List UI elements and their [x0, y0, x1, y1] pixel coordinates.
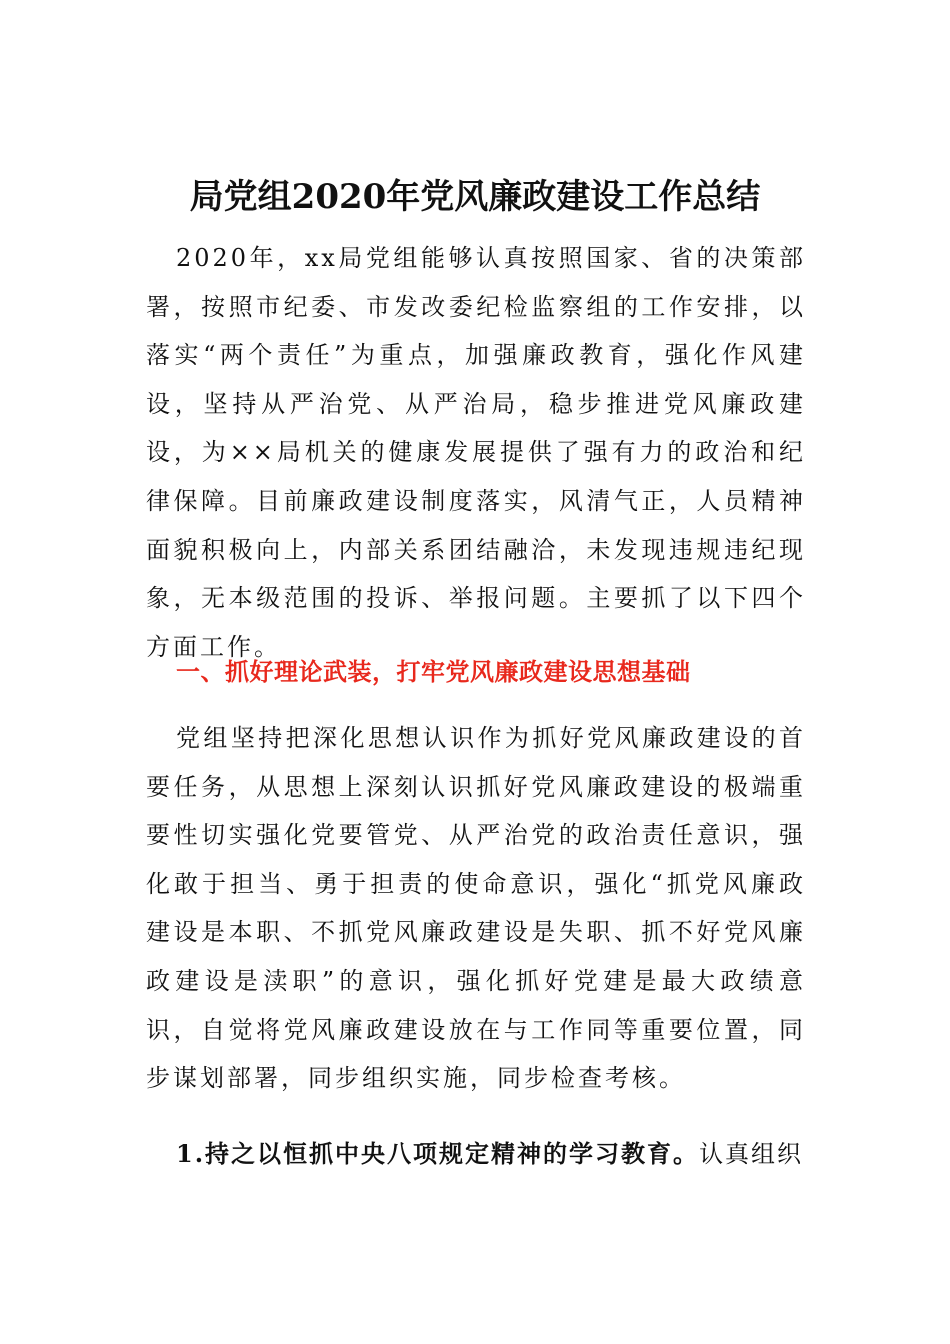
item-1-paragraph: [176, 1130, 803, 1178]
item-1-text: 认真组织: [699, 1140, 804, 1168]
document-title: 局党组2020年党风廉政建设工作总结: [189, 176, 761, 217]
item-1-heading: 1.持之以恒抓中央八项规定精神的学习教育。: [176, 1139, 700, 1168]
section-heading-1: 一、抓好理论武装，打牢党风廉政建设思想基础: [176, 658, 691, 686]
section-1-paragraph: 党组坚持把深化思想认识作为抓好党风廉政建设的首要任务，从思想上深刻认识抓好党风廉政建设的极端重要性切实强化党要管党、从严治党的政治责任意识，强化敢于担当、勇于担责的使命意识，强化“抓党风廉政建设是本职、不抓党风廉政建设是失职、抓不好党风廉政建设是渎职”的意识，强化抓好党建是最大政绩意识，自觉将党风廉政建设放在与工作同等重要位置，同步谋划部署，同步组织实施，同步检查考核。: [146, 724, 806, 1093]
intro-paragraph: 2020年，xx局党组能够认真按照国家、省的决策部署，按照市纪委、市发改委纪检监察组的工作安排，以落实“两个责任”为重点，加强廉政教育，强化作风建设，坚持从严治党、从严治局，稳步推进党风廉政建设，为××局机关的健康发展提供了强有力的政治和纪律保障。目前廉政建设制度落实，风清气正，人员精神面貌积极向上，内部关系团结融洽，未发现违规违纪现象，无本级范围的投诉、举报问题。主要抓了以下四个方面工作。: [146, 244, 806, 661]
